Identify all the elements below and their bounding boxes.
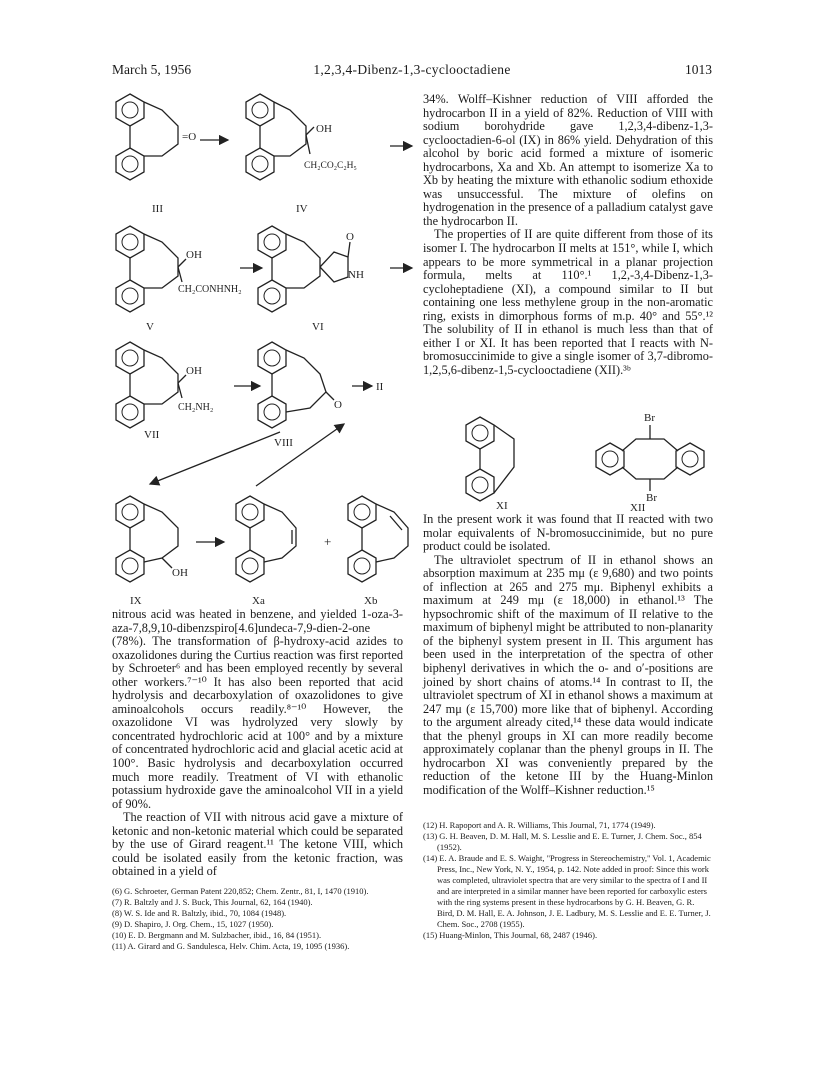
left-paragraph-1: nitrous acid was heated in benzene, and yielded 1-oza-3-aza-7,8,9,10-dibenzspiro[4.6]undeca-7,9-dien-2-one (78%). The transformation of β-hydroxy-acid azides to oxazolidones during the Curtius reaction was first reported by Schroeter⁶ and has been employed recently by several other workers.⁷⁻¹⁰ It has also been reported that acid hydrolysis and decarboxylation of oxazolidones to give aminoalcohols occurs readily.⁸⁻¹⁰ However, the oxazolidone VI was hydrolyzed very slowly by concentrated hydrochloric acid at 100° and by a mixture of concentrated hydrochloric acid and glacial acetic acid at 100°. Basic hydrolysis and decarboxylation occurred much more readily. Treatment of VI with ethanolic potassium hydroxide gave the aminoalcohol VII in a yield of 90%. [112,607,403,811]
label-VII: VII [144,429,160,441]
ix-oh: OH [172,567,188,579]
right-column-bottom-text [423,513,713,797]
right-paragraph-1: 34%. Wolff–Kishner reduction of VIII afforded the hydrocarbon II in a yield of 82%. Reduction of VIII with sodium borohydride gave 1,2,3,4-dibenz-1,3-cyclooctadien-6-ol (IX) in 86% yield. Dehydration of this alcohol by boric acid formed a mixture of isomeric hydrocarbons, Xa and Xb. An attempt to isomerize Xa to Xb by heating the mixture with ethanolic sodium ethoxide was unsuccessful. The mixture of olefins on hydrogenation in the presence of a palladium catalyst gave the hydrocarbon II. [423,92,713,228]
iii-oxo: =O [182,131,197,143]
footnote-14: (14) E. A. Braude and E. S. Waight, "Progress in Stereochemistry," Vol. 1, Academic Press, Inc., New York, N. Y., 1954, p. 142. Note added in proof: Since this work was completed, ultraviolet spectra that are very similar to the spectra of I and II and are interpreted in a similar manner have been reported for carboxylic esters with the ring systems present in these hydrocarbons by G. H. Beaven, G. R. Bird, D. M. Hall, E. A. Johnson, J. E. Ladbury, M. S. Lesslie and E. E. Turner, J. Chem. Soc., 2708 (1955). [423,853,711,929]
xii-br-bottom: Br [646,492,657,504]
compound-XI-structure [466,417,514,501]
left-column-text [112,608,403,879]
compound-VII-structure [116,342,186,428]
page-number: 1013 [685,62,712,77]
label-VIII: VIII [274,437,293,449]
compound-VIII-structure [258,342,334,428]
viii-oxo: O [334,399,342,411]
iv-oh: OH [316,123,332,135]
vi-nh: NH [348,269,364,281]
arrow-VIII-IX [150,432,280,484]
vii-substituent: CH₂NH₂ [178,402,214,413]
label-III: III [152,203,163,215]
footnote-8: (8) W. S. Ide and R. Baltzly, ibid., 70, 1084 (1948). [112,908,287,918]
compound-IX-structure [116,496,178,582]
compound-Xb-structure [348,496,408,582]
header-date: March 5, 1956 [112,62,192,77]
footnote-13: (13) G. H. Beaven, D. M. Hall, M. S. Lesslie and E. E. Turner, J. Chem. Soc., 854 (1952). [423,831,702,852]
footnote-7: (7) R. Baltzly and J. S. Buck, This Journal, 62, 164 (1940). [112,897,313,907]
left-footnotes [112,886,403,952]
vii-oh: OH [186,365,202,377]
label-Xa: Xa [252,595,265,607]
reaction-scheme [100,82,420,612]
structures-XI-XII [440,405,710,513]
right-paragraph-2: The properties of II are quite different from those of its isomer I. The hydrocarbon II melts at 151°, while I, which appears to be more symmetrical in a planar projection formula, melts at 110°.¹ 1,2,-3,4-Dibenz-1,3-cycloheptadiene (XI), a compound similar to II but containing one less methylene group in the non-aromatic ring, exists in dimorphous forms of m.p. 40° and 55°.¹² The solubility of II in ethanol is much less than that of either I or XI. It has been reported that I reacts with N-bromosuccinimide to give a single isomer of 3,7-dibromo-1,2,5,6-dibenz-1,5-cyclooctadiene (XII).³ᵇ [423,227,713,377]
compound-Xa-structure [236,496,296,582]
label-XI: XI [496,500,508,512]
label-V: V [146,321,154,333]
footnote-11: (11) A. Girard and G. Sandulesca, Helv. Chim. Acta, 19, 1095 (1936). [112,941,350,951]
arrow-IX-VIII [256,424,344,486]
right-footnotes [423,820,713,941]
viii-product-II: II [376,381,384,393]
right-paragraph-4: The ultraviolet spectrum of II in ethanol shows an absorption maximum at 235 mμ (ε 9,680) and two points of inflection at 265 and 275 mμ. Biphenyl exhibits a maximum at 249 mμ (ε 18,000) in ethanol.¹³ The hypsochromic shift of the maximum of II relative to the maximum of biphenyl might be attributed to non-planarity of the biphenyl system present in II. This argument has been used in the interpretation of the spectra of other biphenyl derivatives in which the o- and o′-positions are joined by short chains of atoms.¹⁴ In contrast to II, the ultraviolet spectrum of XI in ethanol shows a maximum at 247 mμ (ε 15,700) more like that of biphenyl. According to the argument already cited,¹⁴ these data would indicate that the phenyl groups in XI can more readily become approximately coplanar than the phenyl groups in II. The hydrocarbon XI was conveniently prepared by the reduction of the ketone III by the Huang-Minlon modification of the Wolff–Kishner reduction.¹⁵ [423,552,713,797]
vi-oxo: O [346,231,354,243]
iv-substituent: CH₂CO₂C₂H₅ [304,161,357,171]
compound-VI-structure [258,226,350,312]
left-paragraph-2: The reaction of VII with nitrous acid gave a mixture of ketonic and non-ketonic material which could be separated by the use of Girard reagent.¹¹ The ketone VIII, which could be isolated easily from the ketonic fraction, was obtained in a yield of [112,810,403,879]
label-IV: IV [296,203,308,215]
compound-V-structure [116,226,186,312]
compound-XII-structure [596,425,704,491]
label-XII: XII [630,502,646,513]
v-oh: OH [186,249,202,261]
plus-sign: + [324,534,332,549]
label-IX: IX [130,595,142,607]
compound-III-structure [116,94,178,180]
footnote-6: (6) G. Schroeter, German Patent 220,852; Chem. Zentr., 81, I, 1470 (1910). [112,886,369,896]
footnote-15: (15) Huang-Minlon, This Journal, 68, 2487 (1946). [423,930,598,940]
label-VI: VI [312,321,324,333]
right-paragraph-3: In the present work it was found that II reacted with two molar equivalents of N-bromosuccinimide, but no pure product could be isolated. [423,512,713,554]
xii-br-top: Br [644,412,655,424]
right-column-top-text [423,93,713,377]
footnote-10: (10) E. D. Bergmann and M. Sulzbacher, ibid., 16, 84 (1951). [112,930,322,940]
footnote-12: (12) H. Rapoport and A. R. Williams, This Journal, 71, 1774 (1949). [423,820,656,830]
label-Xb: Xb [364,595,378,607]
header-title: 1,2,3,4-Dibenz-1,3-cyclooctadiene [313,62,511,77]
footnote-9: (9) D. Shapiro, J. Org. Chem., 15, 1027 (1950). [112,919,274,929]
v-substituent: CH₂CONHNH₂ [178,284,242,295]
